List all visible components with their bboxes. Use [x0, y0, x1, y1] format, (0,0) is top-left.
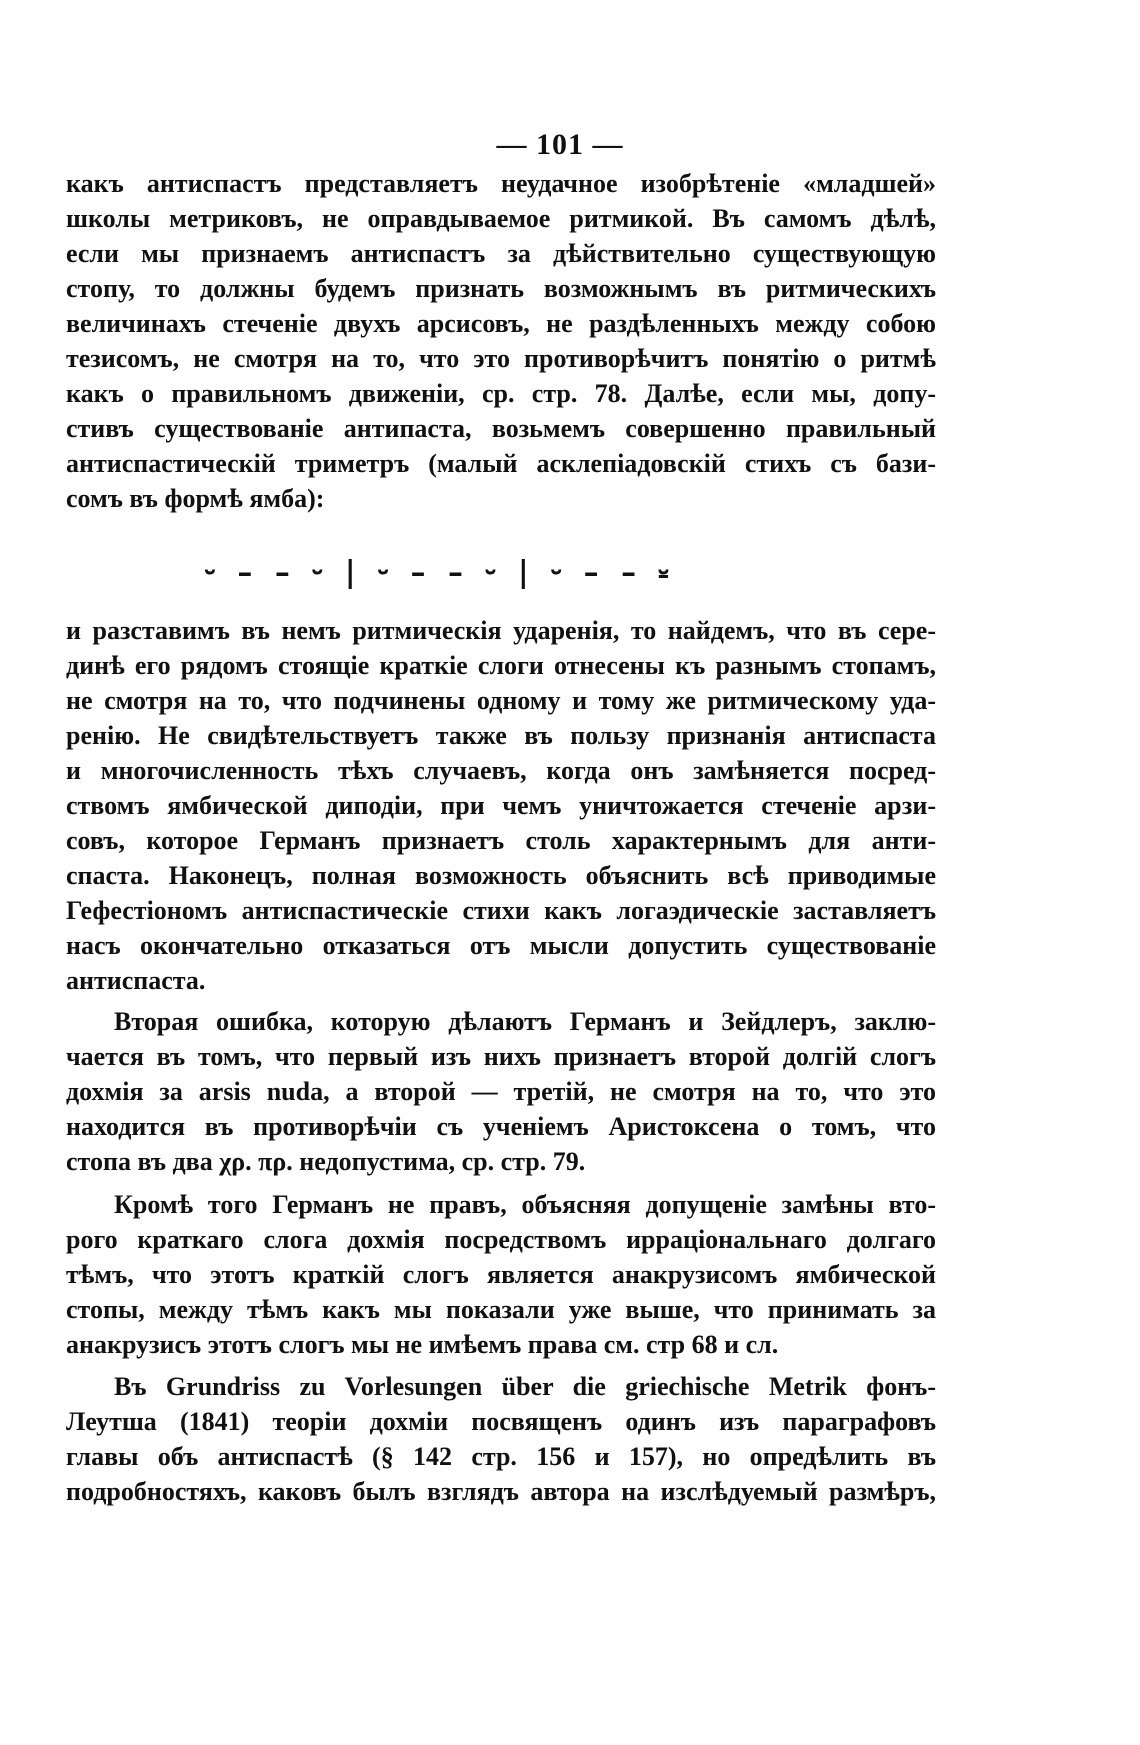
text-line: главы объ антиспастѣ (§ 142 стр. 156 и 157), но опредѣлить въ: [66, 1442, 936, 1471]
text-line: школы метриковъ, не оправдываемое ритмикой. Въ самомъ дѣлѣ,: [66, 204, 936, 233]
text-line: величинахъ стеченіе двухъ арсисовъ, не раздѣленныхъ между собою: [66, 309, 936, 338]
text-line: стопа въ два χρ. πρ. недопустима, ср. стр. 79.: [66, 1147, 586, 1176]
text-line: совъ, которое Германъ признаетъ столь характернымъ для анти-: [66, 826, 936, 855]
text-line: ренію. Не свидѣтельствуетъ также въ пользу признанія антиспаста: [66, 721, 936, 750]
text-line: чается въ томъ, что первый изъ нихъ признаетъ второй долгій слогъ: [66, 1042, 936, 1071]
text-line: какъ антиспастъ представляетъ неудачное изобрѣтеніе «младшей»: [66, 169, 936, 198]
text-line: тезисомъ, не смотря на то, что это противорѣчитъ понятію о ритмѣ: [66, 344, 936, 373]
text-line: Въ Grundriss zu Vorlesungen über die griechische Metrik фонъ-: [114, 1372, 936, 1401]
text-line: Гефестіономъ антиспастическіе стихи какъ логаэдическіе заставляетъ: [66, 896, 936, 925]
text-line: Леутша (1841) теоріи дохміи посвященъ одинъ изъ параграфовъ: [66, 1407, 936, 1436]
text-line: подробностяхъ, каковъ былъ взглядъ автора на изслѣдуемый размѣръ,: [66, 1477, 936, 1506]
text-line: и разставимъ въ немъ ритмическія ударенія, то найдемъ, что въ сере-: [66, 616, 936, 645]
text-line: дохмія за arsis nuda, а второй — третій, не смотря на то, что это: [66, 1077, 936, 1106]
text-line: антиспастическій триметръ (малый асклепіадовскій стихъ съ бази-: [66, 449, 936, 478]
text-line: стопу, то должны будемъ признать возможнымъ въ ритмическихъ: [66, 274, 936, 303]
text-line: Кромѣ того Германъ не правъ, объясняя допущеніе замѣны вто-: [114, 1190, 936, 1219]
text-line: антиспаста.: [66, 966, 206, 995]
text-line: какъ о правильномъ движеніи, ср. стр. 78. Далѣе, если мы, допу-: [66, 379, 936, 408]
text-line: Вторая ошибка, которую дѣлаютъ Германъ и Зейдлеръ, заклю-: [114, 1007, 936, 1036]
text-line: анакрузисъ этотъ слогъ мы не имѣемъ права см. стр 68 и сл.: [66, 1330, 779, 1359]
metrical-scheme: ⏑ – – ⏑ | ⏑ – – ⏑ | ⏑ – – ⏓: [205, 555, 675, 590]
text-line: не смотря на то, что подчинены одному и тому же ритмическому уда-: [66, 686, 936, 715]
text-line: стопы, между тѣмъ какъ мы показали уже выше, что принимать за: [66, 1295, 936, 1324]
text-line: и многочисленность тѣхъ случаевъ, когда онъ замѣняется посред-: [66, 756, 936, 785]
text-line: тѣмъ, что этотъ краткій слогъ является анакрузисомъ ямбической: [66, 1260, 936, 1289]
text-line: ствомъ ямбической диподіи, при чемъ уничтожается стеченіе арзи-: [66, 791, 936, 820]
text-line: спаста. Наконецъ, полная возможность объяснить всѣ приводимые: [66, 861, 936, 890]
text-line: если мы признаемъ антиспастъ за дѣйствительно существующую: [66, 239, 936, 268]
text-line: насъ окончательно отказаться отъ мысли допустить существованіе: [66, 931, 936, 960]
page-number: — 101 —: [496, 128, 624, 161]
text-line: находится въ противорѣчіи съ ученіемъ Аристоксена о томъ, что: [66, 1112, 936, 1141]
text-line: рого краткаго слога дохмія посредствомъ ирраціональнаго долгаго: [66, 1225, 936, 1254]
text-line: динѣ его рядомъ стоящіе краткіе слоги отнесены къ разнымъ стопамъ,: [66, 651, 936, 680]
text-line: стивъ существованіе антипаста, возьмемъ совершенно правильный: [66, 414, 936, 443]
text-line: сомъ въ формѣ ямба):: [66, 484, 325, 513]
